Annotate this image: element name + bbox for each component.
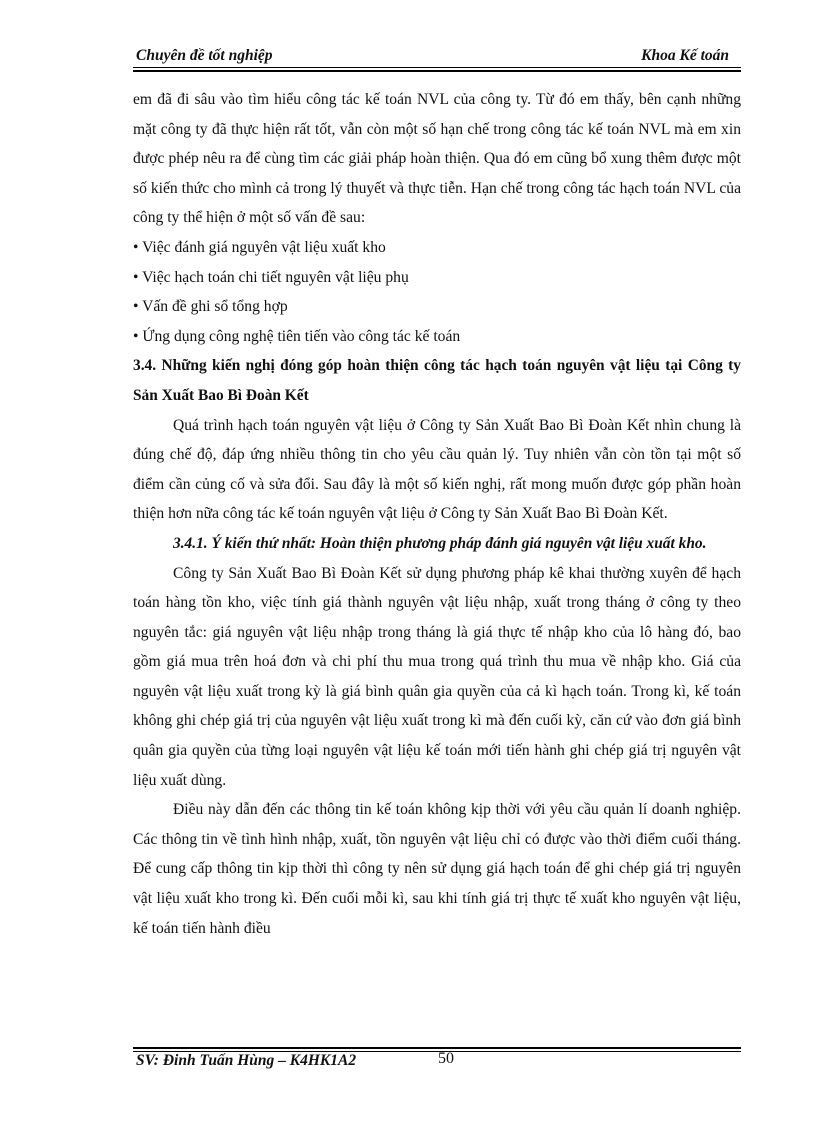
header-rule-thick (133, 70, 741, 72)
section-heading: 3.4. Những kiến nghị đóng góp hoàn thiện công tác hạch toán nguyên vật liệu tại Công ty Sản Xuất Bao Bì Đoàn Kết (133, 357, 741, 404)
footer-student: SV: Đinh Tuấn Hùng – K4HK1A2 (136, 1052, 357, 1069)
subsection-heading: 3.4.1. Ý kiến thứ nhất: Hoàn thiện phương pháp đánh giá nguyên vật liệu xuất kho. (173, 534, 707, 552)
bullet-item: • Việc đánh giá nguyên vật liệu xuất kho (133, 238, 386, 256)
footer-rule-thick (133, 1047, 741, 1049)
bullet-item: • Ứng dụng công nghệ tiên tiến vào công tác kế toán (133, 327, 461, 345)
bullet-item: • Việc hạch toán chi tiết nguyên vật liệu phụ (133, 268, 409, 286)
page-body (133, 85, 741, 943)
subsection-paragraph-1: Công ty Sản Xuất Bao Bì Đoàn Kết sử dụng phương pháp kê khai thường xuyên để hạch toán hàng tồn kho, việc tính giá thành nguyên vật liệu nhập, xuất trong tháng ở công ty theo nguyên tắc: giá nguyên vật liệu nhập trong tháng là giá thực tế nhập kho của lô hàng đó, bao gồm giá mua trên hoá đơn và chi phí thu mua trong quá trình thu mua về nhập kho. Giá của nguyên vật liệu xuất trong kỳ là giá bình quân gia quyền của cả kì hạch toán. Trong kì, kế toán không ghi chép giá trị của nguyên vật liệu xuất trong kì mà đến cuối kỳ, căn cứ vào đơn giá bình quân gia quyền của từng loại nguyên vật liệu kế toán mới tiến hành ghi chép giá trị nguyên vật liệu xuất dùng. (133, 564, 741, 789)
bullet-item: • Vấn đề ghi sổ tổng hợp (133, 298, 288, 316)
intro-paragraph: em đã đi sâu vào tìm hiểu công tác kế toán NVL của công ty. Từ đó em thấy, bên cạnh những mặt công ty đã thực hiện rất tốt, vẫn còn một số hạn chế trong công tác kế toán NVL mà em xin được phép nêu ra để cùng tìm các giải pháp hoàn thiện. Qua đó em cũng bổ xung thêm được một số kiến thức cho mình cả trong lý thuyết và thực tiễn. Hạn chế trong công tác hạch toán NVL của công ty thể hiện ở một số vấn đề sau: (133, 91, 741, 227)
subsection-paragraph-2: Điều này dẫn đến các thông tin kế toán không kịp thời với yêu cầu quản lí doanh nghiệp. Các thông tin về tình hình nhập, xuất, tồn nguyên vật liệu chỉ có được vào thời điểm cuối tháng. Để cung cấp thông tin kịp thời thì công ty nên sử dụng giá hạch toán để ghi chép giá trị nguyên vật liệu xuất kho trong kì. Đến cuối mỗi kì, sau khi tính giá trị thực tế xuất kho nguyên vật liệu, kế toán tiến hành điều (133, 801, 741, 937)
header-document-title: Chuyên đề tốt nghiệp (136, 47, 273, 64)
page-number: 50 (438, 1050, 454, 1067)
header-department: Khoa Kế toán (641, 47, 729, 64)
page-header (133, 40, 741, 68)
header-rule-thin (133, 67, 741, 68)
section-paragraph: Quá trình hạch toán nguyên vật liệu ở Công ty Sản Xuất Bao Bì Đoàn Kết nhìn chung là đúng chế độ, đáp ứng nhiều thông tin cho yêu cầu quản lý. Tuy nhiên vẫn còn tồn tại một số điểm cần củng cố và sửa đổi. Sau đây là một số kiến nghị, rất mong muốn được góp phần hoàn thiện hơn nữa công tác kế toán nguyên vật liệu ở Công ty Sản Xuất Bao Bì Đoàn Kết. (133, 416, 741, 523)
